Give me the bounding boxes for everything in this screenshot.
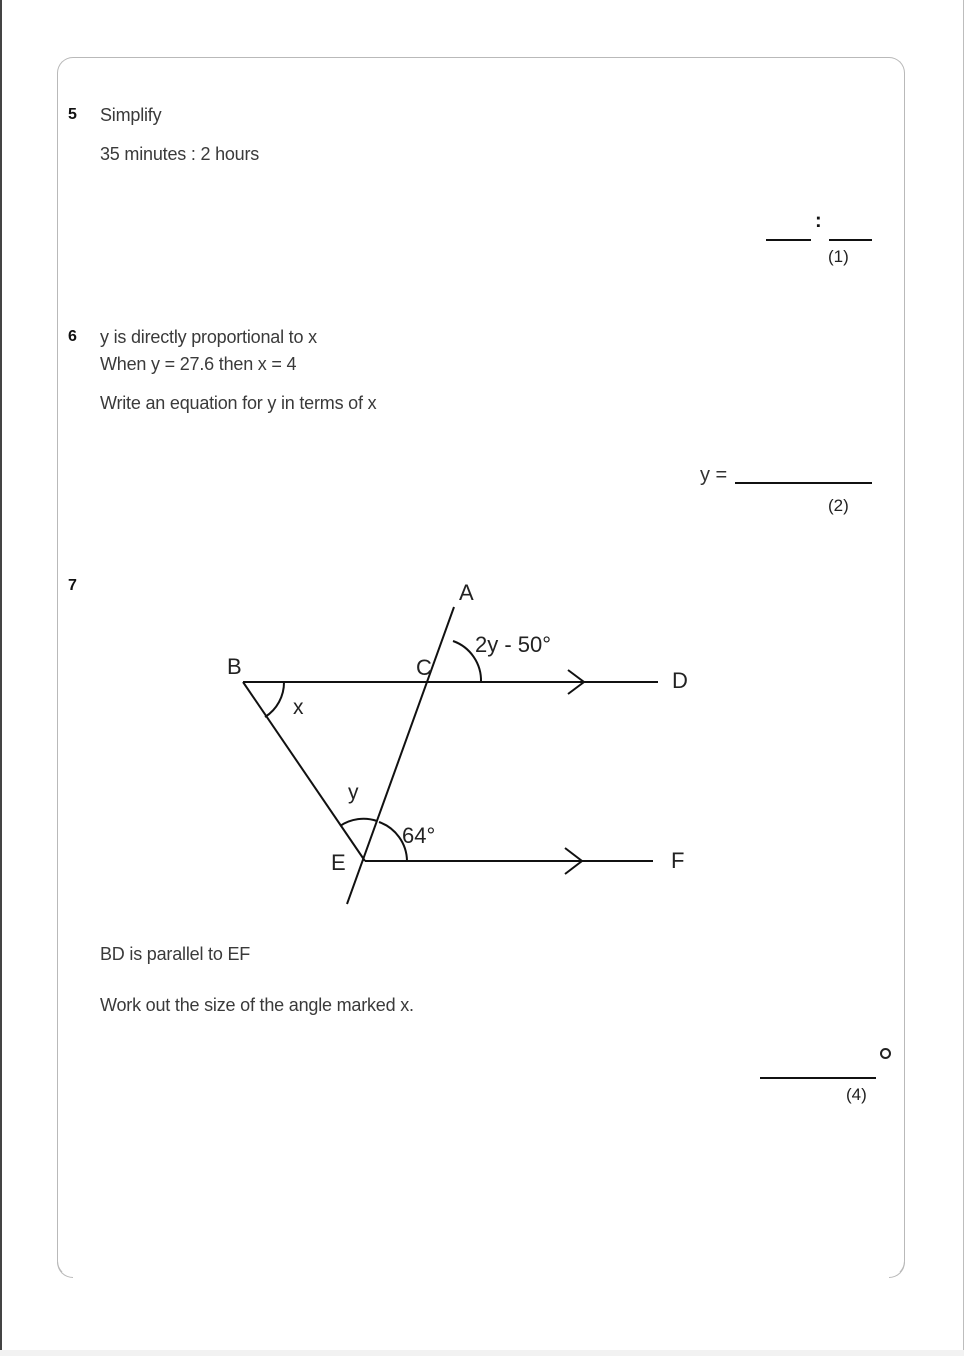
angle-label-y: y xyxy=(348,781,359,804)
label-a: A xyxy=(459,580,474,605)
angle-label-2y-50: 2y - 50° xyxy=(475,632,552,657)
line-be xyxy=(243,682,365,861)
angle-label-64: 64° xyxy=(402,823,436,848)
question-5-marks: (1) xyxy=(828,247,849,266)
label-b: B xyxy=(227,654,242,679)
angle-label-x: x xyxy=(293,696,304,719)
angle-arc-x xyxy=(265,682,284,717)
question-6-number: 6 xyxy=(68,328,77,345)
question-7-statement: BD is parallel to EF xyxy=(100,944,251,964)
question-7-instruction: Work out the size of the angle marked x. xyxy=(100,995,414,1015)
question-6-line-2: When y = 27.6 then x = 4 xyxy=(100,354,297,374)
label-d: D xyxy=(672,668,688,693)
label-f: F xyxy=(671,848,685,873)
question-5-number: 5 xyxy=(68,106,77,123)
question-7-marks: (4) xyxy=(846,1085,867,1104)
question-6-instruction: Write an equation for y in terms of x xyxy=(100,393,377,413)
label-c: C xyxy=(416,655,432,680)
question-6-line-1: y is directly proportional to x xyxy=(100,327,317,347)
angle-arc-y xyxy=(340,819,377,826)
question-5-instruction: Simplify xyxy=(100,105,162,125)
question-7-number: 7 xyxy=(68,577,77,594)
label-e: E xyxy=(331,850,346,875)
q6-answer-prefix: y = xyxy=(700,464,728,486)
degree-symbol-icon xyxy=(880,1048,891,1059)
q7-answer-line[interactable] xyxy=(760,1077,876,1079)
q5-answer-colon: : xyxy=(815,210,822,232)
question-6-marks: (2) xyxy=(828,496,849,515)
question-5-expression: 35 minutes : 2 hours xyxy=(100,144,260,164)
